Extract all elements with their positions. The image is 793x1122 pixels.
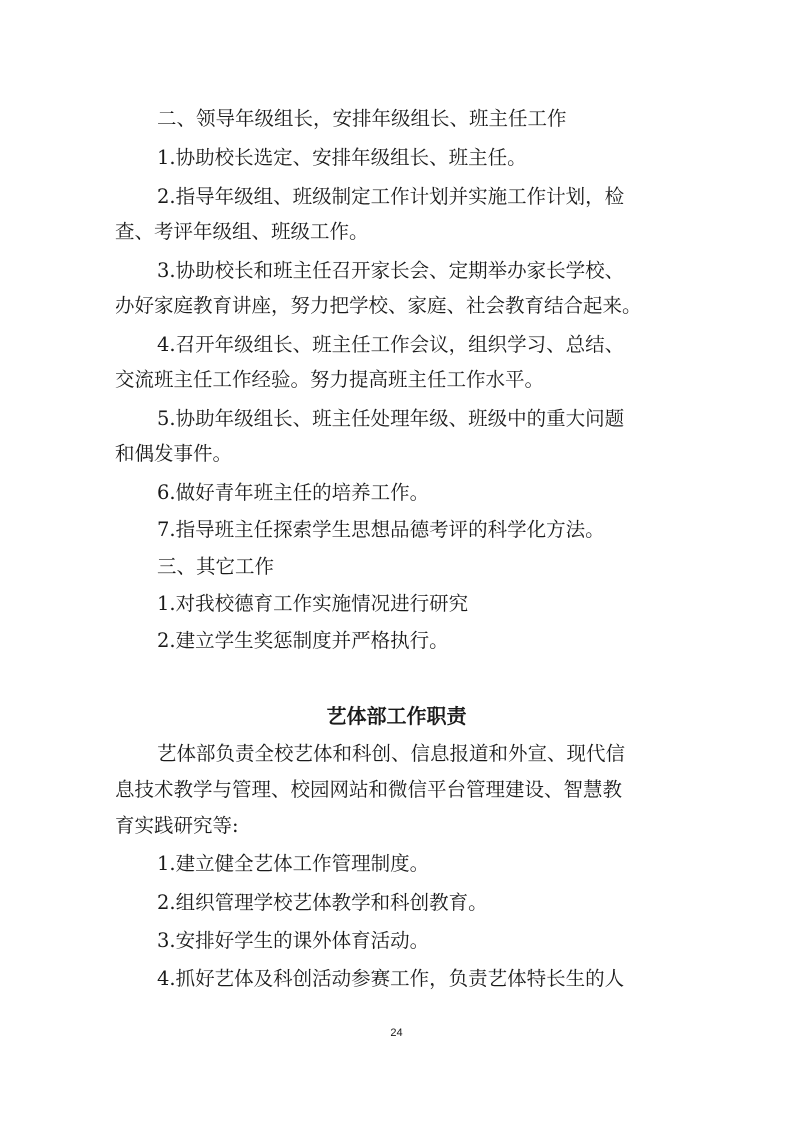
list-item: 4.召开年级组长、班主任工作会议，组织学习、总结、 xyxy=(157,333,625,356)
intro-paragraph-line: 艺体部负责全校艺体和科创、信息报道和外宣、现代信 xyxy=(157,742,626,765)
list-item: 3.协助校长和班主任召开家长会、定期举办家长学校、 xyxy=(157,259,625,282)
intro-paragraph-line: 育实践研究等: xyxy=(115,814,239,837)
list-item: 6.做好青年班主任的培养工作。 xyxy=(157,481,430,504)
list-item: 1.建立健全艺体工作管理制度。 xyxy=(157,852,430,875)
section-heading-three: 三、其它工作 xyxy=(157,555,275,578)
list-item: 3.安排好学生的课外体育活动。 xyxy=(157,929,430,952)
list-item-continuation: 和偶发事件。 xyxy=(115,442,233,465)
list-item: 2.指导年级组、班级制定工作计划并实施工作计划，检 xyxy=(157,185,625,208)
list-item: 2.组织管理学校艺体教学和科创教育。 xyxy=(157,891,488,914)
list-item-continuation: 办好家庭教育讲座，努力把学校、家庭、社会教育结合起来。 xyxy=(115,294,642,317)
list-item: 1.对我校德育工作实施情况进行研究 xyxy=(157,592,469,615)
list-item: 4.抓好艺体及科创活动参赛工作，负责艺体特长生的人 xyxy=(157,967,625,990)
section-heading-two: 二、领导年级组长，安排年级组长、班主任工作 xyxy=(157,107,567,130)
list-item: 5.协助年级组长、班主任处理年级、班级中的重大问题 xyxy=(157,407,625,430)
arts-dept-title: 艺体部工作职责 xyxy=(326,704,467,728)
list-item: 7.指导班主任探索学生思想品德考评的科学化方法。 xyxy=(157,518,605,541)
list-item-continuation: 查、考评年级组、班级工作。 xyxy=(115,220,369,243)
intro-paragraph-line: 息技术教学与管理、校园网站和微信平台管理建设、智慧教 xyxy=(115,778,623,801)
list-item-continuation: 交流班主任工作经验。努力提高班主任工作水平。 xyxy=(115,368,545,391)
list-item: 2.建立学生奖惩制度并严格执行。 xyxy=(157,629,449,652)
page-number: 24 xyxy=(390,1027,403,1039)
list-item: 1.协助校长选定、安排年级组长、班主任。 xyxy=(157,146,527,169)
